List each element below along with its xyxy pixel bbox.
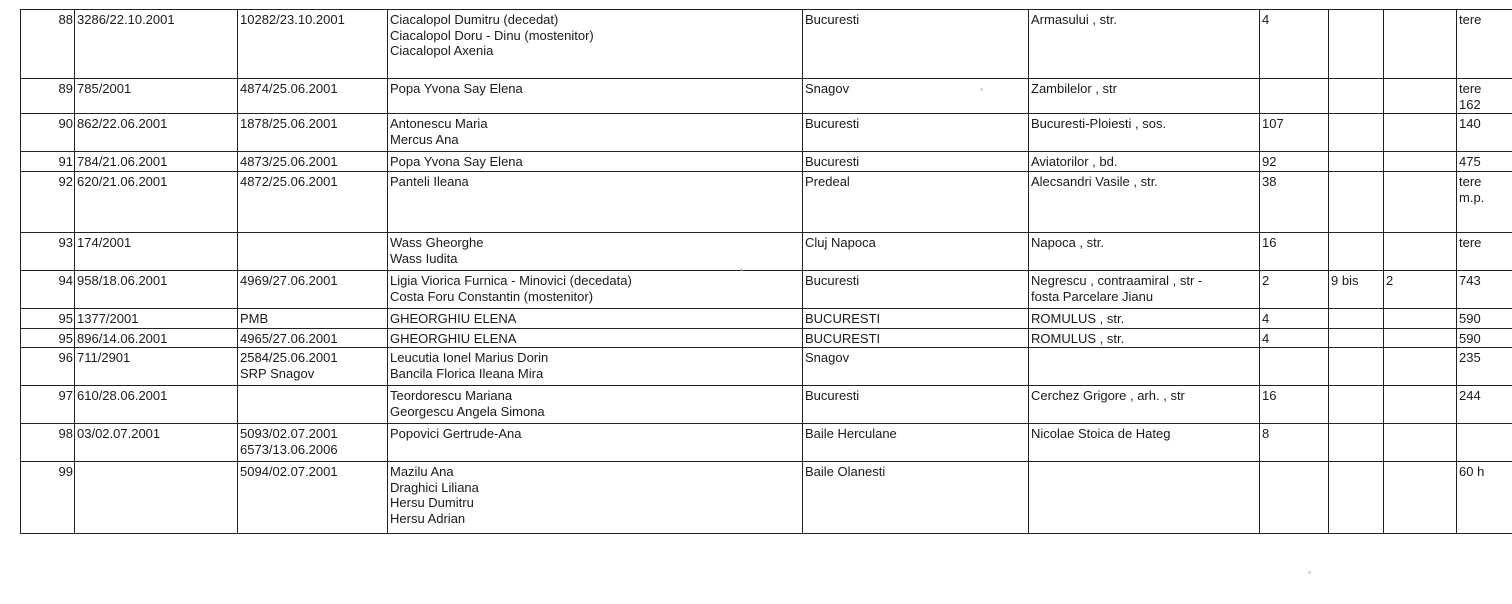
cell-document-line: 4874/25.06.2001 bbox=[240, 81, 338, 96]
cell-nr: 98 bbox=[21, 424, 75, 462]
cell-names bbox=[388, 10, 803, 79]
cell-registration: 862/22.06.2001 bbox=[75, 114, 238, 152]
cell-document bbox=[238, 114, 388, 152]
cell-names bbox=[388, 152, 803, 172]
cell-registration: 1377/2001 bbox=[75, 309, 238, 329]
cell-entrance bbox=[1384, 309, 1457, 329]
cell-number: 16 bbox=[1260, 233, 1329, 271]
cell-names-line: Bancila Florica Ileana Mira bbox=[390, 365, 544, 381]
cell-entrance bbox=[1384, 386, 1457, 424]
cell-document bbox=[238, 233, 388, 271]
cell-entrance bbox=[1384, 10, 1457, 79]
cell-observations bbox=[1457, 79, 1512, 114]
cell-document bbox=[238, 386, 388, 424]
table-body bbox=[21, 10, 1512, 534]
cell-names-line: GHEORGHIU ELENA bbox=[390, 330, 517, 346]
cell-entrance bbox=[1384, 233, 1457, 271]
cell-nr: 91 bbox=[21, 152, 75, 172]
cell-names-line: Wass Gheorghe bbox=[390, 235, 484, 250]
cell-entrance bbox=[1384, 424, 1457, 462]
cell-number: 4 bbox=[1260, 309, 1329, 329]
scanned-table-sheet bbox=[20, 9, 1512, 534]
cell-block bbox=[1329, 309, 1384, 329]
cell-names-line: Antonescu Maria bbox=[390, 116, 488, 131]
cell-block bbox=[1329, 172, 1384, 233]
cell-document bbox=[238, 172, 388, 233]
cell-names-line: GHEORGHIU ELENA bbox=[390, 311, 517, 326]
table-row bbox=[21, 462, 1512, 534]
cell-names-line: Wass Iudita bbox=[390, 250, 458, 266]
restitution-records-table bbox=[20, 9, 1512, 534]
table-row bbox=[21, 348, 1512, 386]
cell-block bbox=[1329, 114, 1384, 152]
cell-number: 4 bbox=[1260, 10, 1329, 79]
cell-street-line: Alecsandri Vasile , str. bbox=[1031, 174, 1158, 189]
cell-locality: BUCURESTI bbox=[803, 328, 1029, 348]
cell-street bbox=[1029, 152, 1260, 172]
cell-number bbox=[1260, 462, 1329, 534]
cell-locality: Baile Herculane bbox=[803, 424, 1029, 462]
cell-street-line: Negrescu , contraamiral , str - bbox=[1031, 273, 1203, 288]
cell-observations-line: 590 bbox=[1459, 311, 1481, 326]
cell-street-line: fosta Parcelare Jianu bbox=[1031, 288, 1154, 304]
cell-street bbox=[1029, 271, 1260, 309]
cell-block bbox=[1329, 79, 1384, 114]
cell-street-line: Cerchez Grigore , arh. , str bbox=[1031, 388, 1185, 403]
cell-observations bbox=[1457, 10, 1512, 79]
cell-names bbox=[388, 462, 803, 534]
cell-registration: 896/14.06.2001 bbox=[75, 328, 238, 348]
cell-street-line: Aviatorilor , bd. bbox=[1031, 154, 1118, 169]
cell-observations-line: m.p. bbox=[1459, 189, 1485, 205]
cell-names bbox=[388, 348, 803, 386]
cell-document-line: 5094/02.07.2001 bbox=[240, 464, 338, 479]
cell-nr: 96 bbox=[21, 348, 75, 386]
cell-observations-line: tere bbox=[1459, 174, 1482, 189]
cell-registration: 785/2001 bbox=[75, 79, 238, 114]
cell-names bbox=[388, 114, 803, 152]
cell-names-line: Ligia Viorica Furnica - Minovici (decedata) bbox=[390, 273, 632, 288]
cell-names bbox=[388, 386, 803, 424]
cell-observations bbox=[1457, 152, 1512, 172]
table-row bbox=[21, 271, 1512, 309]
cell-observations bbox=[1457, 271, 1512, 309]
cell-document-line: 4965/27.06.2001 bbox=[240, 330, 338, 346]
cell-entrance bbox=[1384, 152, 1457, 172]
cell-street bbox=[1029, 309, 1260, 329]
cell-observations bbox=[1457, 114, 1512, 152]
cell-document-line: 4873/25.06.2001 bbox=[240, 154, 338, 169]
cell-registration: 958/18.06.2001 bbox=[75, 271, 238, 309]
cell-names-line: Ciacalopol Doru - Dinu (mostenitor) bbox=[390, 27, 594, 43]
cell-document-line: 6573/13.06.2006 bbox=[240, 441, 338, 457]
cell-registration bbox=[75, 462, 238, 534]
cell-street bbox=[1029, 462, 1260, 534]
cell-street bbox=[1029, 386, 1260, 424]
cell-document-line: PMB bbox=[240, 311, 269, 326]
cell-names-line: Hersu Adrian bbox=[390, 510, 466, 526]
cell-block bbox=[1329, 10, 1384, 79]
cell-entrance bbox=[1384, 172, 1457, 233]
cell-number: 92 bbox=[1260, 152, 1329, 172]
cell-observations-line: 162 bbox=[1459, 96, 1481, 112]
cell-names bbox=[388, 328, 803, 348]
cell-observations-line: 743 bbox=[1459, 273, 1481, 288]
cell-names bbox=[388, 233, 803, 271]
cell-locality: Bucuresti bbox=[803, 152, 1029, 172]
table-row bbox=[21, 386, 1512, 424]
cell-street bbox=[1029, 328, 1260, 348]
cell-document bbox=[238, 271, 388, 309]
cell-locality: Predeal bbox=[803, 172, 1029, 233]
cell-document-line: 2584/25.06.2001 bbox=[240, 350, 338, 365]
cell-document-line: 4872/25.06.2001 bbox=[240, 174, 338, 189]
cell-block bbox=[1329, 152, 1384, 172]
cell-registration: 784/21.06.2001 bbox=[75, 152, 238, 172]
cell-street-line: ROMULUS , str. bbox=[1031, 311, 1125, 326]
cell-names bbox=[388, 79, 803, 114]
cell-names-line: Hersu Dumitru bbox=[390, 495, 474, 510]
cell-document bbox=[238, 462, 388, 534]
cell-document bbox=[238, 10, 388, 79]
cell-observations bbox=[1457, 348, 1512, 386]
cell-entrance bbox=[1384, 348, 1457, 386]
cell-names-line: Teordorescu Mariana bbox=[390, 388, 513, 403]
cell-block bbox=[1329, 348, 1384, 386]
cell-nr: 92 bbox=[21, 172, 75, 233]
cell-names-line: Panteli Ileana bbox=[390, 174, 469, 189]
cell-names-line: Mercus Ana bbox=[390, 131, 459, 147]
cell-document bbox=[238, 152, 388, 172]
cell-number: 4 bbox=[1260, 328, 1329, 348]
cell-document bbox=[238, 348, 388, 386]
cell-nr: 89 bbox=[21, 79, 75, 114]
cell-nr: 90 bbox=[21, 114, 75, 152]
cell-street bbox=[1029, 172, 1260, 233]
cell-names bbox=[388, 172, 803, 233]
cell-nr: 99 bbox=[21, 462, 75, 534]
cell-names bbox=[388, 271, 803, 309]
cell-street-line: Napoca , str. bbox=[1031, 235, 1104, 250]
cell-observations-line: tere bbox=[1459, 235, 1482, 250]
cell-names-line: Mazilu Ana bbox=[390, 464, 454, 479]
cell-street-line: Nicolae Stoica de Hateg bbox=[1031, 426, 1171, 441]
cell-names-line: Popovici Gertrude-Ana bbox=[390, 426, 522, 441]
cell-observations bbox=[1457, 172, 1512, 233]
cell-document bbox=[238, 79, 388, 114]
cell-street-line: Zambilelor , str bbox=[1031, 81, 1117, 96]
cell-observations bbox=[1457, 309, 1512, 329]
cell-observations-line: tere bbox=[1459, 81, 1482, 96]
cell-names-line: Ciacalopol Dumitru (decedat) bbox=[390, 12, 559, 27]
cell-locality: Cluj Napoca bbox=[803, 233, 1029, 271]
cell-names-line: Popa Yvona Say Elena bbox=[390, 81, 523, 96]
cell-entrance bbox=[1384, 462, 1457, 534]
cell-locality: Bucuresti bbox=[803, 114, 1029, 152]
cell-locality: Bucuresti bbox=[803, 10, 1029, 79]
table-row bbox=[21, 79, 1512, 114]
cell-document-line: 4969/27.06.2001 bbox=[240, 273, 338, 288]
cell-number: 2 bbox=[1260, 271, 1329, 309]
table-row bbox=[21, 328, 1512, 348]
cell-names-line: Costa Foru Constantin (mostenitor) bbox=[390, 288, 594, 304]
cell-observations-line: 60 h bbox=[1459, 464, 1485, 479]
cell-street-line: Armasului , str. bbox=[1031, 12, 1117, 27]
table-row bbox=[21, 172, 1512, 233]
cell-observations-line: 235 bbox=[1459, 350, 1481, 365]
cell-locality: Bucuresti bbox=[803, 386, 1029, 424]
cell-street-line: Bucuresti-Ploiesti , sos. bbox=[1031, 116, 1167, 131]
cell-observations-line: 244 bbox=[1459, 388, 1481, 403]
cell-street bbox=[1029, 79, 1260, 114]
cell-document-line: 5093/02.07.2001 bbox=[240, 426, 338, 441]
cell-block: 9 bis bbox=[1329, 271, 1384, 309]
table-row bbox=[21, 424, 1512, 462]
cell-number: 8 bbox=[1260, 424, 1329, 462]
table-row bbox=[21, 114, 1512, 152]
cell-names bbox=[388, 424, 803, 462]
cell-names-line: Ciacalopol Axenia bbox=[390, 43, 494, 58]
cell-document-line: SRP Snagov bbox=[240, 365, 315, 381]
cell-observations bbox=[1457, 233, 1512, 271]
cell-document-line: 10282/23.10.2001 bbox=[240, 12, 345, 27]
cell-nr: 94 bbox=[21, 271, 75, 309]
cell-number: 16 bbox=[1260, 386, 1329, 424]
cell-nr: 95 bbox=[21, 309, 75, 329]
cell-names-line: Draghici Liliana bbox=[390, 479, 479, 495]
cell-locality: Snagov bbox=[803, 348, 1029, 386]
cell-number bbox=[1260, 79, 1329, 114]
table-row bbox=[21, 10, 1512, 79]
cell-street-line: ROMULUS , str. bbox=[1031, 330, 1125, 346]
cell-entrance bbox=[1384, 114, 1457, 152]
cell-document bbox=[238, 309, 388, 329]
cell-document-line: 1878/25.06.2001 bbox=[240, 116, 338, 131]
cell-nr: 95 bbox=[21, 328, 75, 348]
cell-observations bbox=[1457, 462, 1512, 534]
cell-locality: Bucuresti bbox=[803, 271, 1029, 309]
cell-entrance: 2 bbox=[1384, 271, 1457, 309]
cell-number bbox=[1260, 348, 1329, 386]
cell-observations bbox=[1457, 386, 1512, 424]
cell-document bbox=[238, 328, 388, 348]
cell-street bbox=[1029, 233, 1260, 271]
cell-locality: Snagov bbox=[803, 79, 1029, 114]
cell-observations-line: 590 bbox=[1459, 330, 1481, 346]
cell-nr: 93 bbox=[21, 233, 75, 271]
cell-observations-line: tere bbox=[1459, 12, 1482, 27]
cell-street bbox=[1029, 424, 1260, 462]
cell-entrance bbox=[1384, 79, 1457, 114]
cell-names bbox=[388, 309, 803, 329]
cell-registration: 610/28.06.2001 bbox=[75, 386, 238, 424]
cell-registration: 174/2001 bbox=[75, 233, 238, 271]
cell-number: 107 bbox=[1260, 114, 1329, 152]
cell-number: 38 bbox=[1260, 172, 1329, 233]
cell-names-line: Georgescu Angela Simona bbox=[390, 403, 545, 419]
cell-registration: 620/21.06.2001 bbox=[75, 172, 238, 233]
cell-entrance bbox=[1384, 328, 1457, 348]
cell-document bbox=[238, 424, 388, 462]
cell-nr: 97 bbox=[21, 386, 75, 424]
cell-names-line: Popa Yvona Say Elena bbox=[390, 154, 523, 169]
cell-block bbox=[1329, 462, 1384, 534]
cell-locality: Baile Olanesti bbox=[803, 462, 1029, 534]
table-row bbox=[21, 152, 1512, 172]
cell-street bbox=[1029, 10, 1260, 79]
cell-block bbox=[1329, 233, 1384, 271]
cell-block bbox=[1329, 424, 1384, 462]
cell-nr: 88 bbox=[21, 10, 75, 79]
cell-observations bbox=[1457, 424, 1512, 462]
cell-observations bbox=[1457, 328, 1512, 348]
cell-street bbox=[1029, 114, 1260, 152]
cell-locality: BUCURESTI bbox=[803, 309, 1029, 329]
cell-registration: 711/2901 bbox=[75, 348, 238, 386]
cell-registration: 03/02.07.2001 bbox=[75, 424, 238, 462]
cell-names-line: Leucutia Ionel Marius Dorin bbox=[390, 350, 549, 365]
cell-block bbox=[1329, 328, 1384, 348]
table-row bbox=[21, 233, 1512, 271]
cell-observations-line: 475 bbox=[1459, 154, 1481, 169]
cell-street bbox=[1029, 348, 1260, 386]
cell-observations-line: 140 bbox=[1459, 116, 1481, 131]
cell-block bbox=[1329, 386, 1384, 424]
table-row bbox=[21, 309, 1512, 329]
cell-registration: 3286/22.10.2001 bbox=[75, 10, 238, 79]
